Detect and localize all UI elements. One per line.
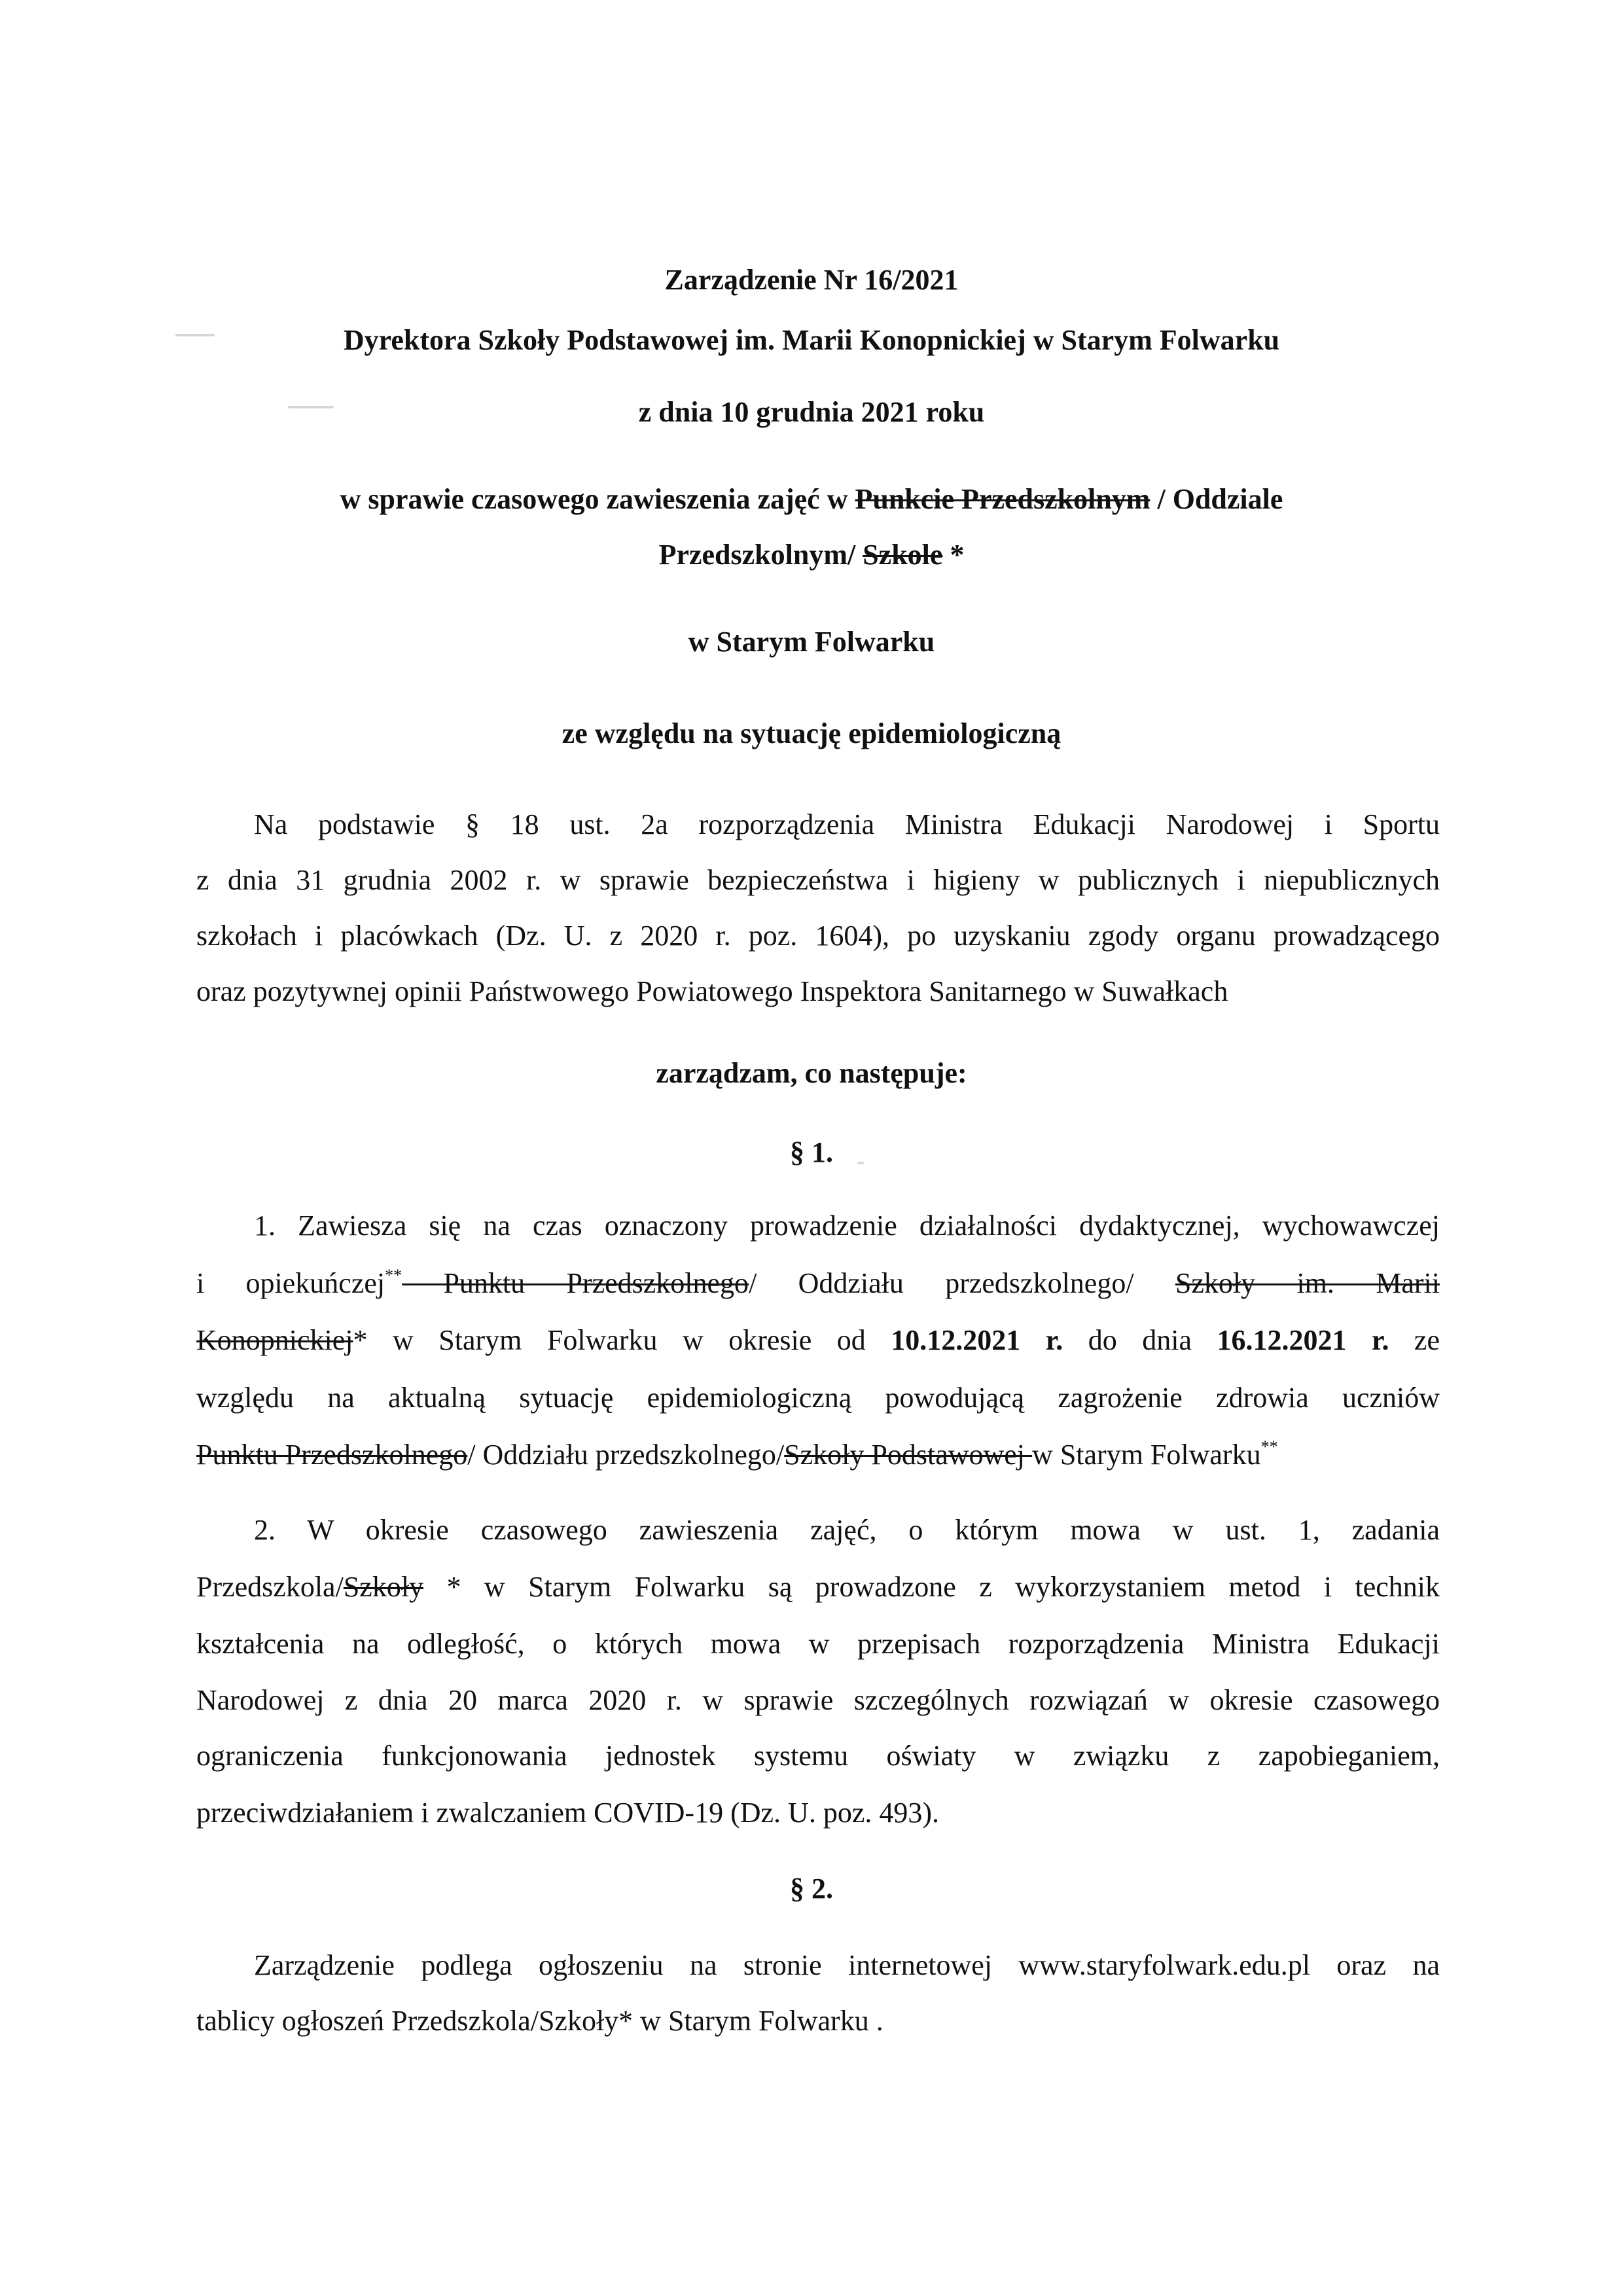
s1-text: / Oddziału przedszkolnego/ [467, 1439, 785, 1471]
s1-p1-line [196, 1322, 1440, 1359]
footnote-mark: ** [1260, 1437, 1278, 1456]
s1-text: do dnia [1063, 1324, 1217, 1356]
struck-text: Szkoły im. Marii [1175, 1267, 1440, 1299]
s1-p1-line [196, 1265, 1440, 1302]
s1-text: w Starym Folwarku [1032, 1439, 1261, 1471]
struck-text: Punktu Przedszkolnego [196, 1439, 468, 1471]
struck-text: Szkole [863, 539, 943, 571]
preamble-line: szkołach i placówkach (Dz. U. z 2020 r. poz. 1604), po uzyskaniu zgody organu prowadzącego [196, 920, 1440, 952]
s1-p1-line [196, 1437, 1440, 1473]
s1-p2-line: kształcenia na odległość, o których mowa w przepisach rozporządzenia Ministra Edukacji [196, 1628, 1440, 1660]
struck-text: Szkoły Podstawowej [784, 1439, 1033, 1471]
section-2-mark: § 2. [790, 1873, 833, 1905]
subject-line-2 [0, 537, 1623, 573]
s1-text: * w Starym Folwarku są prowadzone z wykorzystaniem metod i technik [423, 1571, 1440, 1603]
s1-p1-line: 1. Zawiesza się na czas oznaczony prowadzenie działalności dydaktycznej, wychowawczej [254, 1210, 1440, 1242]
date-line: z dnia 10 grudnia 2021 roku [638, 396, 985, 428]
subject-line-4: ze względu na sytuację epidemiologiczną [562, 717, 1061, 749]
struck-text: Konopnickiej [196, 1324, 353, 1356]
s1-p2-line: 2. W okresie czasowego zawieszenia zajęć, o którym mowa w ust. 1, zadania [254, 1514, 1440, 1546]
s1-p2-line: ograniczenia funkcjonowania jednostek systemu oświaty w związku z zapobieganiem, [196, 1740, 1440, 1772]
s1-text: i opiekuńczej [196, 1267, 385, 1299]
start-date: 10.12.2021 r. [891, 1324, 1063, 1356]
issuer-line: Dyrektora Szkoły Podstawowej im. Marii Konopnickiej w Starym Folwarku [343, 324, 1280, 356]
s1-p2-line: Narodowej z dnia 20 marca 2020 r. w sprawie szczególnych rozwiązań w okresie czasowego [196, 1684, 1440, 1716]
s1-p1-line: względu na aktualną sytuację epidemiologiczną powodującą zagrożenie zdrowia uczniów [196, 1382, 1440, 1414]
s1-text: Przedszkola/ [196, 1571, 344, 1603]
decree-heading: zarządzam, co następuje: [656, 1057, 967, 1089]
subject-line-1 [0, 481, 1623, 518]
preamble-line: oraz pozytywnej opinii Państwowego Powiatowego Inspektora Sanitarnego w Suwałkach [196, 975, 1228, 1007]
s1-text: * w Starym Folwarku w okresie od [353, 1324, 891, 1356]
struck-text: Punkcie Przedszkolnym [855, 483, 1150, 515]
s1-p2-line: przeciwdziałaniem i zwalczaniem COVID-19 (Dz. U. poz. 493). [196, 1797, 939, 1829]
subject-text: / Oddziale [1150, 483, 1283, 515]
preamble-line: Na podstawie § 18 ust. 2a rozporządzenia Ministra Edukacji Narodowej i Sportu [254, 808, 1440, 840]
struck-text: Szkoły [343, 1571, 424, 1603]
struck-text: Punktu Przedszkolnego [402, 1267, 749, 1299]
subject-text: Przedszkolnym/ [658, 539, 863, 571]
s1-text: / Oddziału przedszkolnego/ [749, 1267, 1175, 1299]
subject-text: * [942, 539, 965, 571]
order-number: Zarządzenie Nr 16/2021 [664, 264, 959, 296]
subject-line-3: w Starym Folwarku [688, 626, 935, 658]
subject-text: w sprawie czasowego zawieszenia zajęć w [340, 483, 855, 515]
section-1-mark: § 1. [790, 1136, 833, 1168]
s1-p2-line [196, 1569, 1440, 1605]
s2-line: Zarządzenie podlega ogłoszeniu na stronie internetowej www.staryfolwark.edu.pl oraz na [254, 1949, 1440, 1981]
preamble-line: z dnia 31 grudnia 2002 r. w sprawie bezpieczeństwa i higieny w publicznych i niepublicznych [196, 864, 1440, 896]
s2-line: tablicy ogłoszeń Przedszkola/Szkoły* w Starym Folwarku . [196, 2005, 883, 2037]
footnote-mark: ** [385, 1266, 402, 1285]
end-date: 16.12.2021 r. [1217, 1324, 1389, 1356]
s1-text: ze [1389, 1324, 1440, 1356]
